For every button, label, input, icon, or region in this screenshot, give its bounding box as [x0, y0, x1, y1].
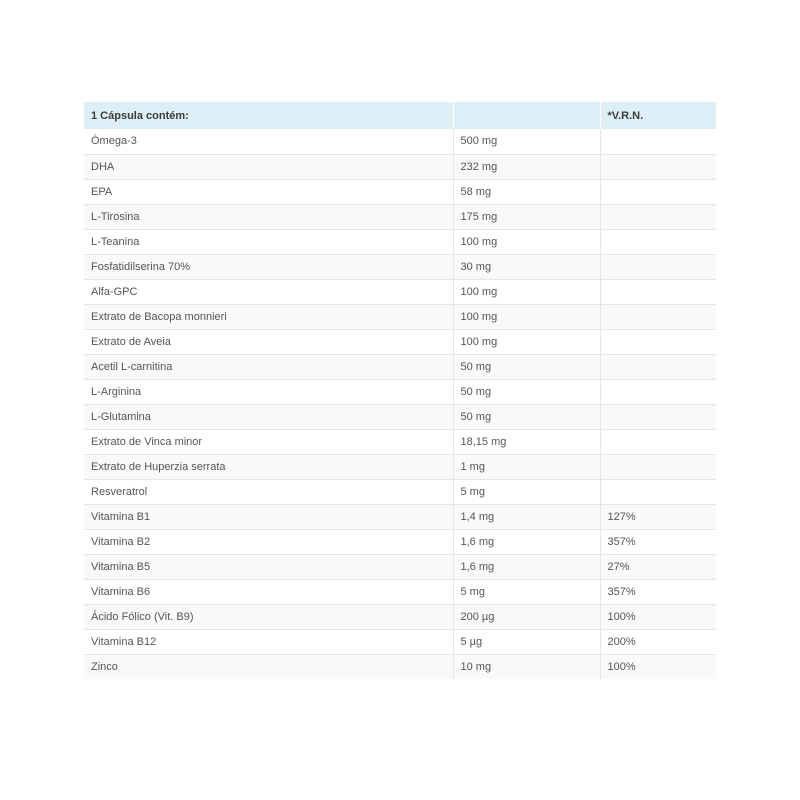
table-row [84, 379, 716, 404]
vrn-cell: 357% [600, 529, 716, 554]
vrn-cell: 100% [600, 654, 716, 679]
vrn-cell [600, 154, 716, 179]
amount-cell: 500 mg [453, 129, 600, 154]
vrn-cell: 357% [600, 579, 716, 604]
vrn-cell [600, 379, 716, 404]
amount-cell: 200 µg [453, 604, 600, 629]
ingredient-cell: L-Arginina [84, 379, 453, 404]
table-row [84, 604, 716, 629]
vrn-cell [600, 179, 716, 204]
vrn-cell: 127% [600, 504, 716, 529]
vrn-cell [600, 429, 716, 454]
table-row [84, 204, 716, 229]
vrn-cell [600, 454, 716, 479]
amount-cell: 100 mg [453, 304, 600, 329]
nutrition-table [84, 102, 716, 679]
table-row [84, 304, 716, 329]
table-row [84, 429, 716, 454]
table-row [84, 129, 716, 154]
table-row [84, 654, 716, 679]
vrn-cell [600, 129, 716, 154]
amount-cell: 100 mg [453, 329, 600, 354]
ingredient-cell: L-Teanina [84, 229, 453, 254]
vrn-cell [600, 229, 716, 254]
ingredient-cell: Resveratrol [84, 479, 453, 504]
table-header-row [84, 102, 716, 129]
ingredient-cell: Acetil L-carnitina [84, 354, 453, 379]
vrn-cell [600, 329, 716, 354]
ingredient-cell: Ácido Fólico (Vit. B9) [84, 604, 453, 629]
table-row [84, 579, 716, 604]
ingredient-cell: Extrato de Vinca minor [84, 429, 453, 454]
table-row [84, 479, 716, 504]
ingredient-cell: L-Tirosina [84, 204, 453, 229]
ingredient-cell: DHA [84, 154, 453, 179]
amount-cell: 50 mg [453, 379, 600, 404]
ingredient-cell: Vitamina B1 [84, 504, 453, 529]
amount-cell: 1,6 mg [453, 554, 600, 579]
vrn-cell: 27% [600, 554, 716, 579]
vrn-cell [600, 304, 716, 329]
ingredient-cell: Vitamina B12 [84, 629, 453, 654]
amount-cell: 5 µg [453, 629, 600, 654]
amount-cell: 30 mg [453, 254, 600, 279]
nutrition-table-container [84, 102, 716, 679]
table-row [84, 629, 716, 654]
ingredient-cell: Vitamina B6 [84, 579, 453, 604]
ingredient-cell: EPA [84, 179, 453, 204]
amount-cell: 1,4 mg [453, 504, 600, 529]
ingredient-cell: Ómega-3 [84, 129, 453, 154]
table-row [84, 254, 716, 279]
table-row [84, 454, 716, 479]
amount-cell: 232 mg [453, 154, 600, 179]
ingredient-cell: Vitamina B2 [84, 529, 453, 554]
table-row [84, 504, 716, 529]
header-vrn: *V.R.N. [600, 102, 716, 129]
table-row [84, 279, 716, 304]
amount-cell: 5 mg [453, 479, 600, 504]
amount-cell: 18,15 mg [453, 429, 600, 454]
ingredient-cell: Alfa-GPC [84, 279, 453, 304]
amount-cell: 50 mg [453, 404, 600, 429]
amount-cell: 100 mg [453, 229, 600, 254]
header-ingredient: 1 Cápsula contém: [84, 102, 453, 129]
amount-cell: 1,6 mg [453, 529, 600, 554]
table-row [84, 354, 716, 379]
ingredient-cell: Extrato de Aveia [84, 329, 453, 354]
ingredient-cell: L-Glutamina [84, 404, 453, 429]
vrn-cell: 200% [600, 629, 716, 654]
vrn-cell [600, 354, 716, 379]
amount-cell: 1 mg [453, 454, 600, 479]
amount-cell: 58 mg [453, 179, 600, 204]
table-row [84, 229, 716, 254]
table-body [84, 129, 716, 679]
table-header [84, 102, 716, 129]
vrn-cell [600, 204, 716, 229]
amount-cell: 50 mg [453, 354, 600, 379]
table-row [84, 554, 716, 579]
ingredient-cell: Extrato de Huperzia serrata [84, 454, 453, 479]
ingredient-cell: Fosfatidilserina 70% [84, 254, 453, 279]
vrn-cell [600, 479, 716, 504]
table-row [84, 529, 716, 554]
header-amount [453, 102, 600, 129]
amount-cell: 100 mg [453, 279, 600, 304]
table-row [84, 404, 716, 429]
amount-cell: 5 mg [453, 579, 600, 604]
vrn-cell [600, 404, 716, 429]
table-row [84, 179, 716, 204]
vrn-cell: 100% [600, 604, 716, 629]
vrn-cell [600, 279, 716, 304]
ingredient-cell: Zinco [84, 654, 453, 679]
vrn-cell [600, 254, 716, 279]
ingredient-cell: Extrato de Bacopa monnieri [84, 304, 453, 329]
amount-cell: 10 mg [453, 654, 600, 679]
table-row [84, 329, 716, 354]
table-row [84, 154, 716, 179]
amount-cell: 175 mg [453, 204, 600, 229]
ingredient-cell: Vitamina B5 [84, 554, 453, 579]
